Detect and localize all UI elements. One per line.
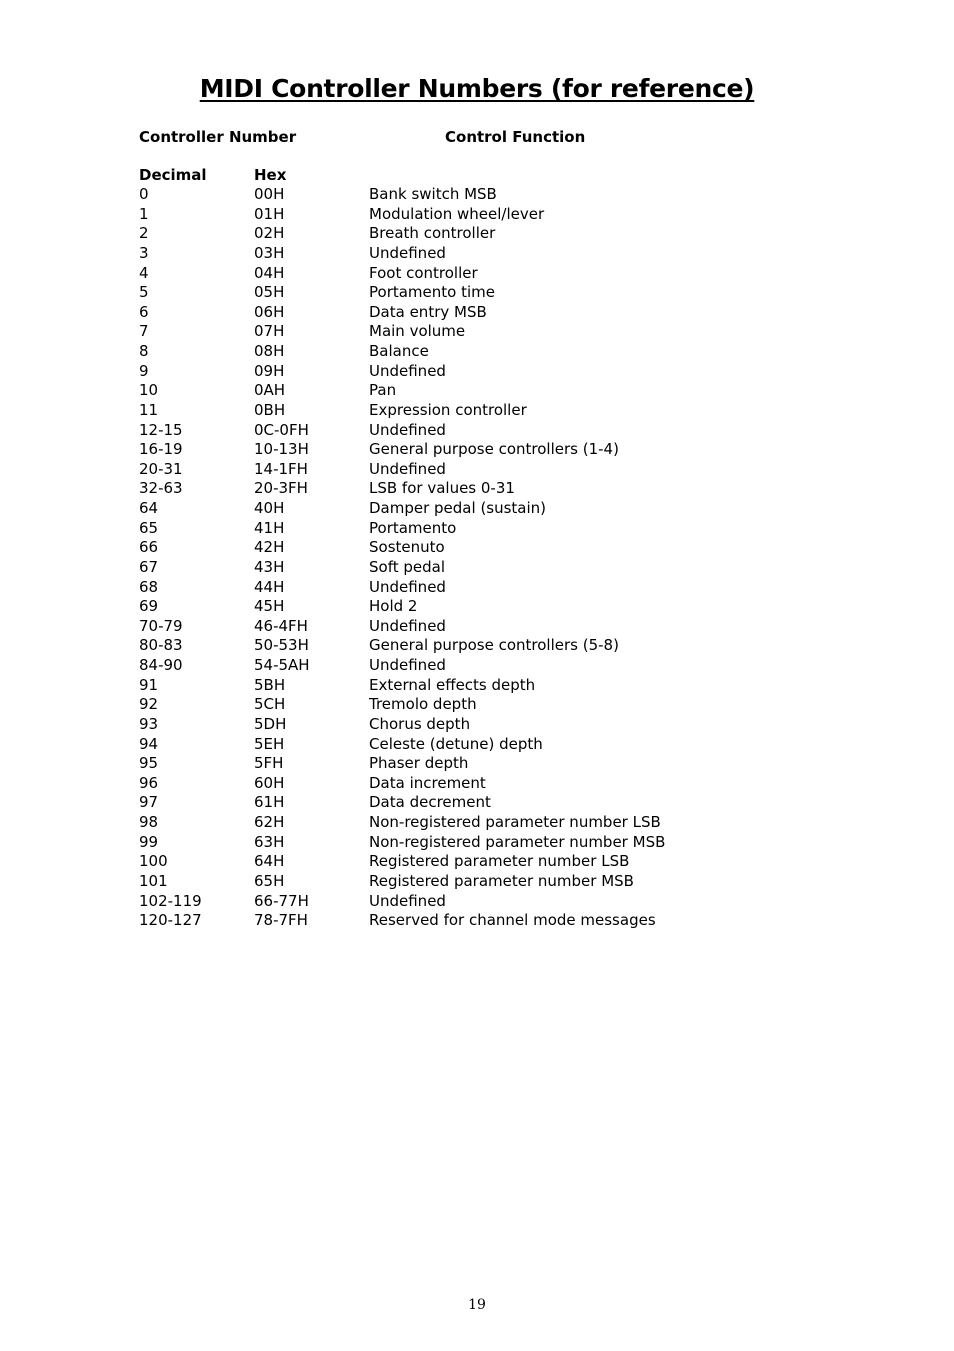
- table-row: [139, 499, 839, 519]
- controller-table: [139, 185, 839, 931]
- function-cell: Registered parameter number MSB: [369, 871, 634, 890]
- table-row: [139, 774, 839, 794]
- function-cell: Breath controller: [369, 224, 496, 243]
- function-cell: Data decrement: [369, 793, 491, 812]
- table-row: [139, 205, 839, 225]
- hex-cell: 03H: [254, 243, 285, 262]
- function-cell: General purpose controllers (5-8): [369, 636, 619, 655]
- table-row: [139, 852, 839, 872]
- decimal-cell: 100: [139, 852, 168, 871]
- hex-cell: 10-13H: [254, 440, 309, 459]
- table-row: [139, 303, 839, 323]
- decimal-column-header: Decimal: [139, 166, 207, 184]
- function-cell: Non-registered parameter number MSB: [369, 832, 666, 851]
- table-row: [139, 695, 839, 715]
- decimal-cell: 97: [139, 793, 159, 812]
- decimal-cell: 65: [139, 518, 159, 537]
- hex-cell: 44H: [254, 577, 285, 596]
- decimal-cell: 32-63: [139, 479, 183, 498]
- hex-cell: 5BH: [254, 675, 286, 694]
- function-cell: Celeste (detune) depth: [369, 734, 543, 753]
- hex-cell: 50-53H: [254, 636, 309, 655]
- hex-cell: 43H: [254, 557, 285, 576]
- table-row: [139, 597, 839, 617]
- function-cell: Registered parameter number LSB: [369, 852, 630, 871]
- function-cell: LSB for values 0-31: [369, 479, 515, 498]
- hex-cell: 04H: [254, 263, 285, 282]
- decimal-cell: 95: [139, 754, 159, 773]
- table-row: [139, 872, 839, 892]
- table-row: [139, 715, 839, 735]
- table-row: [139, 735, 839, 755]
- table-row: [139, 342, 839, 362]
- table-row: [139, 224, 839, 244]
- function-cell: Modulation wheel/lever: [369, 204, 545, 223]
- table-row: [139, 401, 839, 421]
- decimal-cell: 10: [139, 381, 159, 400]
- hex-cell: 41H: [254, 518, 285, 537]
- hex-cell: 46-4FH: [254, 616, 308, 635]
- decimal-cell: 69: [139, 597, 159, 616]
- hex-cell: 07H: [254, 322, 285, 341]
- hex-cell: 05H: [254, 283, 285, 302]
- table-row: [139, 283, 839, 303]
- table-row: [139, 558, 839, 578]
- decimal-cell: 1: [139, 204, 149, 223]
- hex-cell: 54-5AH: [254, 656, 310, 674]
- decimal-cell: 120-127: [139, 911, 202, 930]
- table-row: [139, 264, 839, 284]
- table-row: [139, 636, 839, 656]
- function-cell: Portamento: [369, 518, 457, 537]
- function-cell: Reserved for channel mode messages: [369, 911, 656, 930]
- function-cell: Main volume: [369, 322, 466, 341]
- function-cell: Undefined: [369, 459, 446, 478]
- hex-cell: 08H: [254, 342, 285, 360]
- table-row: [139, 322, 839, 342]
- decimal-cell: 5: [139, 283, 149, 302]
- hex-cell: 5EH: [254, 734, 285, 753]
- hex-cell: 40H: [254, 499, 285, 517]
- decimal-cell: 9: [139, 361, 149, 380]
- function-cell: Data increment: [369, 773, 486, 792]
- decimal-cell: 12-15: [139, 420, 183, 439]
- hex-cell: 0BH: [254, 400, 286, 419]
- decimal-cell: 11: [139, 400, 159, 419]
- hex-cell: 65H: [254, 871, 285, 890]
- page-title: MIDI Controller Numbers (for reference): [199, 74, 755, 103]
- table-row: [139, 244, 839, 264]
- function-cell: Hold 2: [369, 597, 418, 616]
- table-row: [139, 833, 839, 853]
- function-cell: Soft pedal: [369, 557, 445, 576]
- hex-cell: 78-7FH: [254, 911, 308, 930]
- table-row: [139, 460, 839, 480]
- decimal-cell: 3: [139, 243, 149, 262]
- hex-cell: 14-1FH: [254, 459, 308, 478]
- decimal-cell: 101: [139, 871, 168, 890]
- decimal-cell: 102-119: [139, 891, 202, 910]
- page-number: 19: [468, 1297, 486, 1313]
- hex-cell: 5DH: [254, 714, 287, 733]
- table-row: [139, 813, 839, 833]
- decimal-cell: 6: [139, 302, 149, 321]
- function-cell: Undefined: [369, 243, 446, 262]
- function-cell: General purpose controllers (1-4): [369, 440, 619, 459]
- function-cell: Non-registered parameter number LSB: [369, 813, 661, 831]
- decimal-cell: 8: [139, 342, 149, 360]
- table-row: [139, 479, 839, 499]
- decimal-cell: 20-31: [139, 459, 183, 478]
- decimal-cell: 96: [139, 773, 159, 792]
- hex-cell: 45H: [254, 597, 285, 616]
- table-row: [139, 911, 839, 931]
- hex-cell: 60H: [254, 773, 285, 792]
- hex-cell: 00H: [254, 185, 285, 203]
- table-row: [139, 519, 839, 539]
- hex-cell: 0AH: [254, 381, 286, 400]
- function-cell: Data entry MSB: [369, 302, 487, 321]
- decimal-cell: 93: [139, 714, 159, 733]
- function-cell: Portamento time: [369, 283, 495, 302]
- decimal-cell: 16-19: [139, 440, 183, 459]
- hex-cell: 62H: [254, 813, 285, 831]
- table-row: [139, 754, 839, 774]
- decimal-cell: 67: [139, 557, 159, 576]
- table-row: [139, 538, 839, 558]
- table-row: [139, 362, 839, 382]
- function-cell: Expression controller: [369, 400, 527, 419]
- hex-cell: 20-3FH: [254, 479, 308, 498]
- hex-column-header: Hex: [254, 166, 287, 184]
- hex-cell: 61H: [254, 793, 285, 812]
- table-row: [139, 440, 839, 460]
- function-cell: Pan: [369, 381, 397, 400]
- table-row: [139, 793, 839, 813]
- hex-cell: 5CH: [254, 695, 286, 714]
- function-cell: Foot controller: [369, 263, 478, 282]
- decimal-cell: 64: [139, 499, 159, 517]
- function-cell: Balance: [369, 342, 429, 360]
- decimal-cell: 2: [139, 224, 149, 243]
- hex-cell: 66-77H: [254, 891, 309, 910]
- function-cell: Undefined: [369, 361, 446, 380]
- decimal-cell: 91: [139, 675, 159, 694]
- hex-cell: 63H: [254, 832, 285, 851]
- table-row: [139, 578, 839, 598]
- function-cell: Sostenuto: [369, 538, 445, 557]
- decimal-cell: 92: [139, 695, 159, 714]
- function-cell: Tremolo depth: [369, 695, 477, 714]
- decimal-cell: 4: [139, 263, 149, 282]
- table-row: [139, 617, 839, 637]
- decimal-cell: 0: [139, 185, 149, 203]
- control-function-heading: Control Function: [445, 128, 586, 146]
- function-cell: Undefined: [369, 616, 446, 635]
- hex-cell: 02H: [254, 224, 285, 243]
- function-cell: Damper pedal (sustain): [369, 499, 547, 517]
- function-cell: Undefined: [369, 891, 446, 910]
- decimal-cell: 7: [139, 322, 149, 341]
- controller-number-heading: Controller Number: [139, 128, 297, 146]
- decimal-cell: 84-90: [139, 656, 183, 674]
- decimal-cell: 99: [139, 832, 159, 851]
- hex-cell: 64H: [254, 852, 285, 871]
- decimal-cell: 98: [139, 813, 159, 831]
- decimal-cell: 80-83: [139, 636, 183, 655]
- hex-cell: 0C-0FH: [254, 420, 309, 439]
- decimal-cell: 70-79: [139, 616, 183, 635]
- table-row: [139, 381, 839, 401]
- function-cell: External effects depth: [369, 675, 536, 694]
- table-row: [139, 892, 839, 912]
- hex-cell: 06H: [254, 302, 285, 321]
- decimal-cell: 68: [139, 577, 159, 596]
- hex-cell: 5FH: [254, 754, 284, 773]
- function-cell: Bank switch MSB: [369, 185, 497, 203]
- function-cell: Undefined: [369, 656, 446, 674]
- hex-cell: 01H: [254, 204, 285, 223]
- decimal-cell: 66: [139, 538, 159, 557]
- function-cell: Undefined: [369, 577, 446, 596]
- table-row: [139, 656, 839, 676]
- hex-cell: 42H: [254, 538, 285, 557]
- hex-cell: 09H: [254, 361, 285, 380]
- table-row: [139, 421, 839, 441]
- table-row: [139, 185, 839, 205]
- function-cell: Chorus depth: [369, 714, 471, 733]
- function-cell: Phaser depth: [369, 754, 469, 773]
- decimal-cell: 94: [139, 734, 159, 753]
- table-row: [139, 676, 839, 696]
- function-cell: Undefined: [369, 420, 446, 439]
